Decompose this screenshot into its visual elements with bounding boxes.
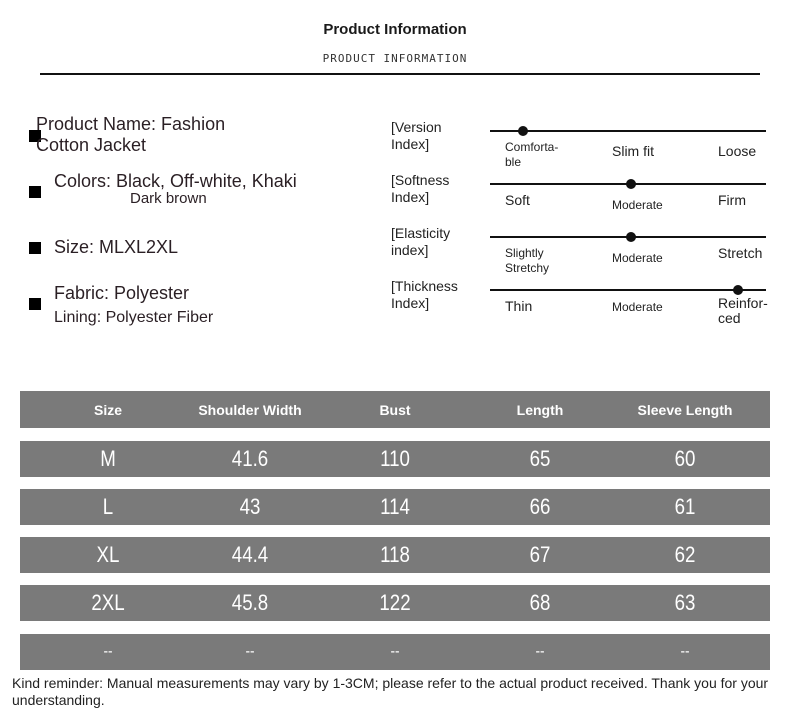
cell-shoulder-width: 44.4 [231, 542, 269, 567]
index-label-line2: Index] [391, 295, 430, 311]
index-label-line2: Index] [391, 136, 430, 152]
index-option: Slightly Stretchy [505, 246, 550, 275]
index-marker-dot [626, 179, 636, 189]
cell-length: -- [535, 643, 545, 660]
index-label [391, 172, 481, 206]
index-option: Moderate [612, 198, 663, 212]
product-name-line2: Cotton Jacket [36, 135, 147, 155]
index-label-line1: [Softness [391, 172, 450, 188]
header-length: Length [516, 401, 564, 418]
index-label [391, 278, 481, 312]
table-row [20, 489, 770, 525]
index-option: Firm [718, 192, 746, 208]
cell-length: 65 [529, 446, 551, 471]
table-row [20, 441, 770, 477]
header-shoulder-width: Shoulder Width [198, 401, 302, 418]
bullet-icon [29, 186, 41, 198]
product-name-line1: Product Name: Fashion [36, 114, 226, 134]
cell-shoulder-width: -- [245, 643, 255, 660]
cell-shoulder-width: 45.8 [231, 590, 269, 615]
fabric-text: Fabric: Polyester [54, 283, 190, 303]
cell-bust: 110 [380, 446, 410, 471]
bullet-icon [29, 298, 41, 310]
cell-shoulder-width: 43 [239, 494, 261, 519]
cell-size: XL [96, 542, 120, 567]
colors-extra-text: Dark brown [130, 190, 207, 207]
page-title: Product Information [323, 21, 467, 38]
index-option: Reinfor- ced [718, 295, 768, 326]
table-row [20, 537, 770, 573]
header-divider [40, 73, 760, 75]
cell-length: 66 [529, 494, 551, 519]
index-label [391, 119, 481, 153]
index-option: Stretch [718, 245, 763, 261]
table-header-row [20, 391, 770, 428]
cell-sleeve-length: 62 [674, 542, 696, 567]
index-marker-dot [518, 126, 528, 136]
colors-text: Colors: Black, Off-white, Khaki [54, 171, 297, 191]
index-option: Thin [505, 298, 533, 314]
index-option: Soft [505, 192, 530, 208]
kind-reminder-note: Kind reminder: Manual measurements may vary by 1-3CM; please refer to the actual product received. Thank you for your understanding. [12, 675, 769, 708]
cell-size: L [102, 494, 114, 519]
cell-length: 68 [529, 590, 551, 615]
cell-shoulder-width: 41.6 [231, 446, 269, 471]
cell-size: M [100, 446, 116, 471]
cell-sleeve-length: 60 [674, 446, 696, 471]
index-scale-line [490, 289, 766, 291]
index-scale-line [490, 130, 766, 132]
index-label-line1: [Elasticity [391, 225, 451, 241]
table-row [20, 634, 770, 670]
index-label-line2: index] [391, 242, 429, 258]
index-option: Moderate [612, 251, 663, 265]
header-sleeve-length: Sleeve Length [637, 401, 733, 418]
index-marker-dot [626, 232, 636, 242]
index-label-line1: [Version [391, 119, 442, 135]
cell-sleeve-length: 61 [674, 494, 696, 519]
bullet-icon [29, 242, 41, 254]
index-option: Loose [718, 143, 757, 159]
page-subtitle: PRODUCT INFORMATION [322, 52, 468, 65]
cell-bust: 122 [379, 590, 411, 615]
lining-text: Lining: Polyester Fiber [54, 309, 214, 326]
cell-size: 2XL [91, 590, 125, 615]
index-option: Slim fit [612, 143, 654, 159]
cell-bust: 118 [380, 542, 410, 567]
index-label [391, 225, 481, 259]
index-option: Moderate [612, 300, 663, 314]
header-size: Size [93, 401, 122, 418]
table-row [20, 585, 770, 621]
index-label-line1: [Thickness [391, 278, 458, 294]
cell-length: 67 [529, 542, 551, 567]
index-marker-dot [733, 285, 743, 295]
cell-sleeve-length: -- [680, 643, 690, 660]
header-bust: Bust [379, 401, 411, 418]
cell-bust: -- [390, 643, 400, 660]
cell-sleeve-length: 63 [674, 590, 696, 615]
index-option: Comforta- ble [505, 140, 559, 169]
index-label-line2: Index] [391, 189, 430, 205]
size-text: Size: MLXL2XL [54, 237, 179, 257]
cell-bust: 114 [380, 494, 410, 519]
cell-size: -- [103, 643, 113, 660]
